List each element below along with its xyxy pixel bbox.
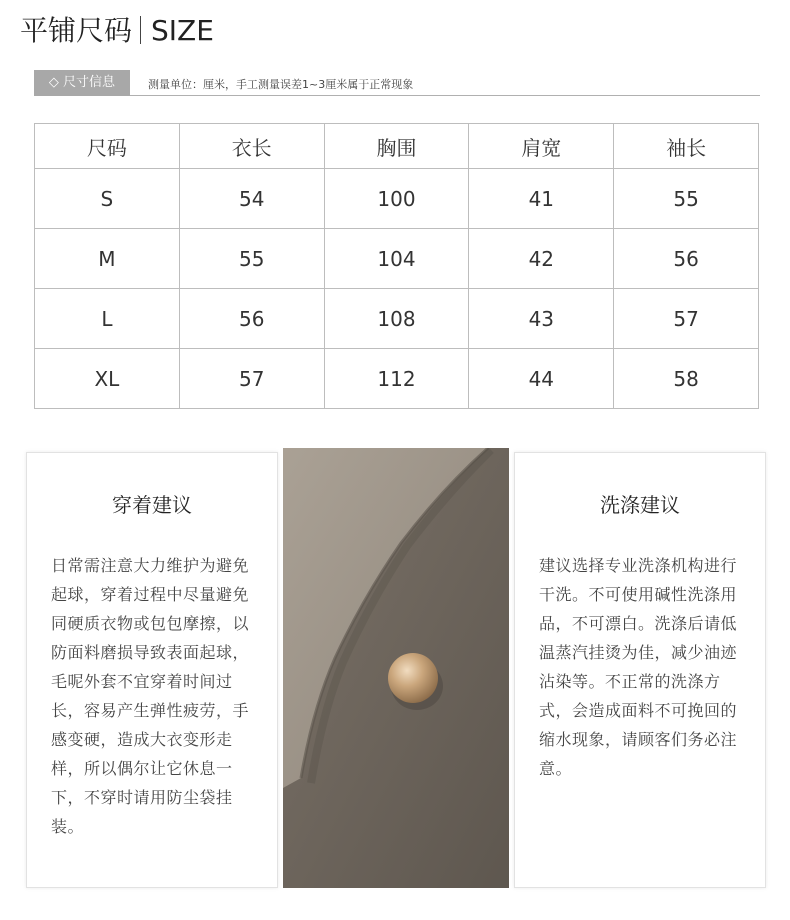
header-size: 尺码 [35,124,180,169]
page-title-cn: 平铺尺码 [20,14,133,47]
size-info-tag: ◇ 尺寸信息 [34,70,130,96]
table-row [35,169,759,229]
measurement-note: 测量单位：厘米，手工测量误差1~3厘米属于正常现象 [148,78,414,91]
cell-chest: 100 [324,169,469,229]
page-title-en: SIZE [151,14,214,47]
table-row [35,289,759,349]
table-header-row [35,124,759,169]
wash-advice-title: 洗涤建议 [600,493,680,517]
cell-length: 54 [179,169,324,229]
cell-chest: 112 [324,349,469,409]
cell-size: M [35,229,180,289]
header-chest: 胸围 [324,124,469,169]
cell-length: 55 [179,229,324,289]
header-length: 衣长 [179,124,324,169]
wear-advice-text: 日常需注意大力维护为避免起球，穿着过程中尽量避免同硬质衣物或包包摩擦，以防面料磨损导致表面起球，毛呢外套不宜穿着时间过长，容易产生弹性疲劳，手感变硬，造成大衣变形走样，所以偶尔让它休息一下，不穿时请用防尘袋挂装。 [51,556,250,836]
cell-sleeve: 56 [614,229,759,289]
title-divider [140,16,141,44]
size-table [34,123,759,409]
cell-sleeve: 55 [614,169,759,229]
coat-fabric-photo [283,448,509,888]
cell-size: L [35,289,180,349]
wear-advice-card [26,452,278,888]
coat-button-image [283,448,509,888]
cell-chest: 108 [324,289,469,349]
table-row [35,229,759,289]
info-divider [130,95,760,96]
header-shoulder: 肩宽 [469,124,614,169]
page-title [20,12,214,50]
cell-length: 56 [179,289,324,349]
cell-size: S [35,169,180,229]
cell-length: 57 [179,349,324,409]
cell-shoulder: 41 [469,169,614,229]
cell-size: XL [35,349,180,409]
header-sleeve: 袖长 [614,124,759,169]
cell-shoulder: 43 [469,289,614,349]
cell-sleeve: 58 [614,349,759,409]
cell-shoulder: 42 [469,229,614,289]
cell-sleeve: 57 [614,289,759,349]
cell-chest: 104 [324,229,469,289]
coat-button [388,653,438,703]
table-row [35,349,759,409]
wash-advice-card [514,452,766,888]
cell-shoulder: 44 [469,349,614,409]
wash-advice-text: 建议选择专业洗涤机构进行干洗。不可使用碱性洗涤用品，不可漂白。洗涤后请低温蒸汽挂烫为佳，减少油迹沾染等。不正常的洗涤方式，会造成面料不可挽回的缩水现象，请顾客们务必注意。 [539,556,738,778]
wear-advice-title: 穿着建议 [112,493,192,517]
